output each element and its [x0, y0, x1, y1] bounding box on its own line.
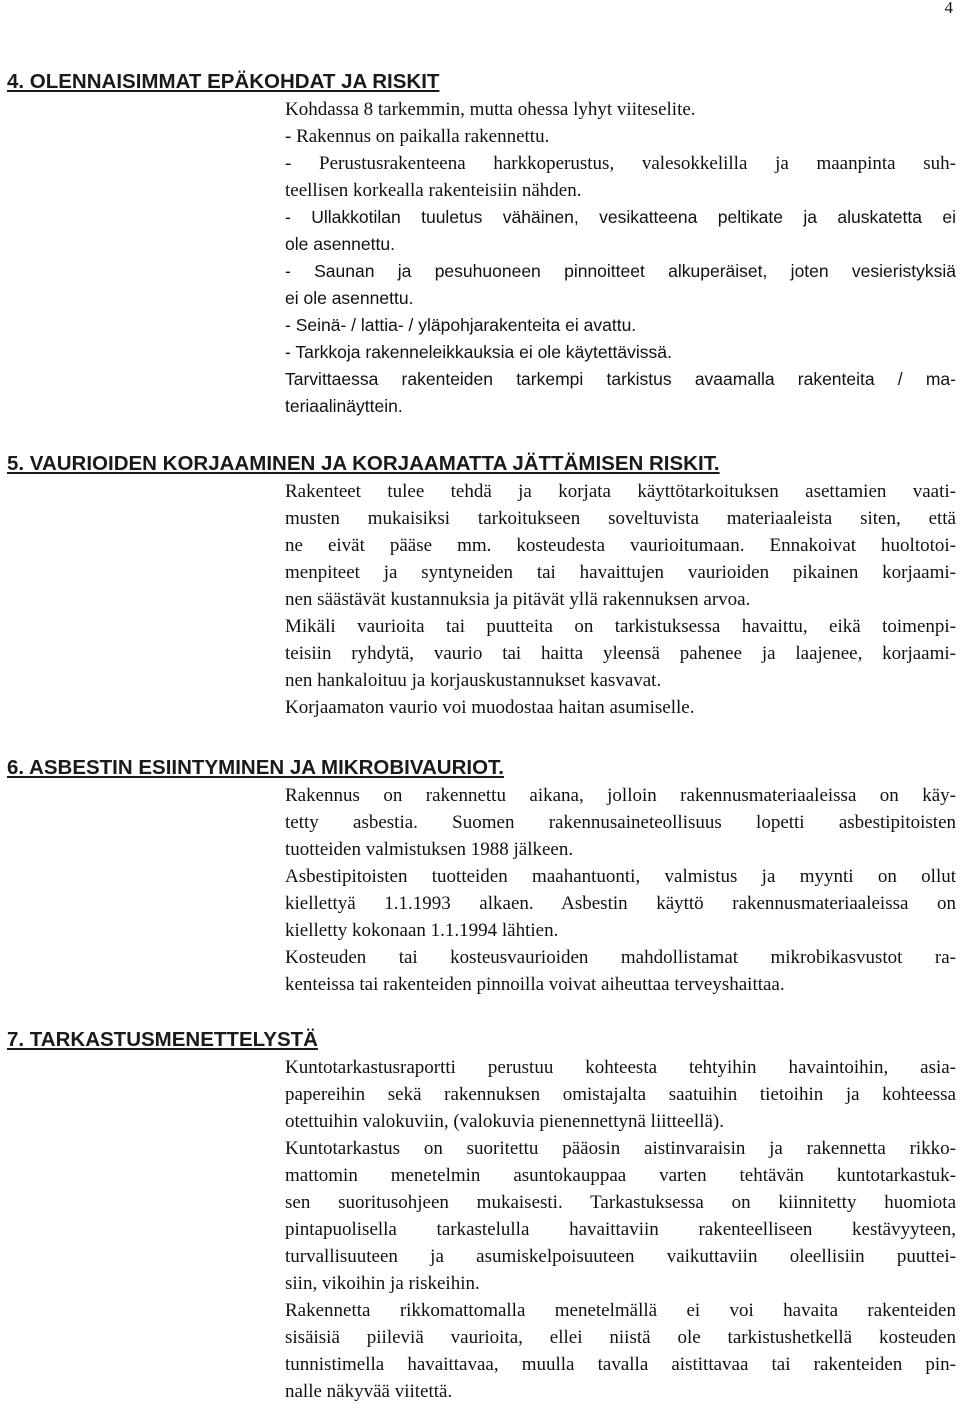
- page-number: 4: [944, 0, 953, 17]
- section-5-line: teisiin ryhdytä, vaurio tai haitta yleensä pahenee ja laajenee, korjaami-: [285, 643, 956, 664]
- section-6-line: Asbestipitoisten tuotteiden maahantuonti, valmistus ja myynti on ollut: [285, 866, 956, 887]
- section-7-line: nalle näkyvää viitettä.: [285, 1381, 453, 1402]
- section-heading-5: 5. VAURIOIDEN KORJAAMINEN JA KORJAAMATTA JÄTTÄMISEN RISKIT.: [7, 452, 720, 475]
- section-4-line: ole asennettu.: [285, 234, 395, 254]
- section-body-4: [285, 96, 956, 420]
- section-6-line: tuotteiden valmistuksen 1988 jälkeen.: [285, 839, 574, 860]
- section-7-line: tunnistimella havaittavaa, muulla tavalla aistittavaa tai rakenteiden pin-: [285, 1354, 956, 1375]
- section-4-line: ei ole asennettu.: [285, 288, 414, 308]
- section-4-line: - Tarkkoja rakenneleikkauksia ei ole käytettävissä.: [285, 342, 672, 362]
- section-4-line: Kohdassa 8 tarkemmin, mutta ohessa lyhyt viiteselite.: [285, 99, 696, 120]
- section-heading-4: 4. OLENNAISIMMAT EPÄKOHDAT JA RISKIT: [7, 70, 440, 93]
- section-7-line: Kuntotarkastusraportti perustuu kohteesta tehtyihin havaintoihin, asia-: [285, 1057, 956, 1078]
- section-5-line: nen hankaloituu ja korjauskustannukset kasvavat.: [285, 670, 662, 691]
- section-5-line: Mikäli vaurioita tai puutteita on tarkistuksessa havaittu, eikä toimenpi-: [285, 616, 956, 637]
- section-4-line: - Seinä- / lattia- / yläpohjarakenteita ei avattu.: [285, 315, 637, 335]
- section-heading-7: 7. TARKASTUSMENETTELYSTÄ: [7, 1028, 318, 1051]
- section-7-line: sen suoritusohjeen mukaisesti. Tarkastuksessa on kiinnitetty huomiota: [285, 1192, 956, 1213]
- section-7-line: pintapuolisella tarkastelulla havaittaviin rakenteelliseen kestävyyteen,: [285, 1219, 956, 1240]
- section-5-line: Rakenteet tulee tehdä ja korjata käyttötarkoituksen asettamien vaati-: [285, 481, 956, 502]
- section-4-line: - Rakennus on paikalla rakennettu.: [285, 126, 550, 147]
- section-heading-6: 6. ASBESTIN ESIINTYMINEN JA MIKROBIVAURIOT.: [7, 756, 504, 779]
- section-4-line: - Ullakkotilan tuuletus vähäinen, vesikatteena peltikate ja aluskatetta ei: [285, 207, 956, 227]
- section-6-line: kiellettyä 1.1.1993 alkaen. Asbestin käyttö rakennusmateriaaleissa on: [285, 893, 956, 914]
- section-7-line: sisäisiä piileviä vaurioita, ellei niistä ole tarkistushetkellä kosteuden: [285, 1327, 956, 1348]
- section-5-line: musten mukaisiksi tarkoitukseen soveltuvista materiaaleista siten, että: [285, 508, 956, 529]
- section-6-line: Kosteuden tai kosteusvaurioiden mahdollistamat mikrobikasvustot ra-: [285, 947, 956, 968]
- section-5-line: menpiteet ja syntyneiden tai havaittujen vaurioiden pikainen korjaami-: [285, 562, 956, 583]
- section-4-line: teellisen korkealla rakenteisiin nähden.: [285, 180, 582, 201]
- section-6-line: Rakennus on rakennettu aikana, jolloin rakennusmateriaaleissa on käy-: [285, 785, 956, 806]
- section-5-line: ne eivät pääse mm. kosteudesta vaurioitumaan. Ennakoivat huoltotoi-: [285, 535, 956, 556]
- section-4-line: - Perustusrakenteena harkkoperustus, valesokkelilla ja maanpinta suh-: [285, 153, 956, 174]
- section-7-line: Kuntotarkastus on suoritettu pääosin aistinvaraisin ja rakennetta rikko-: [285, 1138, 956, 1159]
- section-6-line: tetty asbestia. Suomen rakennusaineteollisuus lopetti asbestipitoisten: [285, 812, 956, 833]
- section-7-line: otettuihin valokuviin, (valokuvia pienennettynä liitteellä).: [285, 1111, 724, 1132]
- section-7-line: turvallisuuteen ja asumiskelpoisuuteen vaikuttaviin oleellisiin puuttei-: [285, 1246, 956, 1267]
- section-6-line: kenteissa tai rakenteiden pinnoilla voivat aiheuttaa terveyshaittaa.: [285, 974, 785, 995]
- section-7-line: papereihin sekä rakennuksen omistajalta saatuihin tietoihin ja kohteessa: [285, 1084, 956, 1105]
- section-7-line: siin, vikoihin ja riskeihin.: [285, 1273, 480, 1294]
- section-4-line: - Saunan ja pesuhuoneen pinnoitteet alkuperäiset, joten vesieristyksiä: [285, 261, 956, 281]
- section-6-line: kielletty kokonaan 1.1.1994 lähtien.: [285, 920, 559, 941]
- section-5-line: nen säästävät kustannuksia ja pitävät yllä rakennuksen arvoa.: [285, 589, 751, 610]
- section-4-line: Tarvittaessa rakenteiden tarkempi tarkistus avaamalla rakenteita / ma-: [285, 369, 956, 389]
- section-body-6: [285, 782, 956, 998]
- section-4-line: teriaalinäyttein.: [285, 396, 403, 416]
- section-body-5: [285, 478, 956, 721]
- section-5-line: Korjaamaton vaurio voi muodostaa haitan asumiselle.: [285, 697, 695, 718]
- section-7-line: Rakennetta rikkomattomalla menetelmällä ei voi havaita rakenteiden: [285, 1300, 956, 1321]
- section-7-line: mattomin menetelmin asuntokauppaa varten tehtävän kuntotarkastuk-: [285, 1165, 956, 1186]
- section-body-7: [285, 1054, 956, 1405]
